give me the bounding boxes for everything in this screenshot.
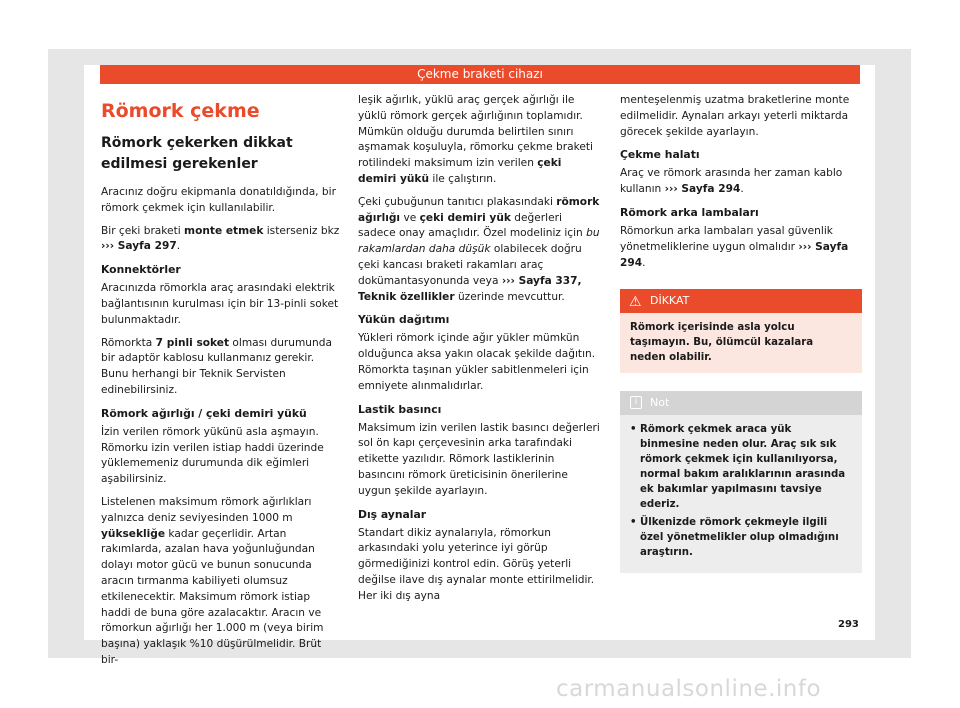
- paragraph: Römorkun arka lambaları yasal güvenlik yönetmeliklerine uygun olmalıdır ››› Sayfa 294.: [620, 224, 849, 269]
- watermark: carmanualsonline.info: [556, 676, 822, 702]
- subheading: Römork ağırlığı / çeki demiri yükü: [101, 406, 307, 420]
- page-link[interactable]: ››› Sayfa 294: [664, 183, 741, 196]
- page-link[interactable]: ››› Sayfa 337, Teknik özellikler: [358, 274, 582, 303]
- page-link[interactable]: ››› Sayfa 294: [620, 240, 849, 269]
- paragraph: Standart dikiz aynalarıyla, römorkun arkasındaki yolu yeterince iyi görüp görmediğinizi kontrol edin. Görüş yeterli değilse ilave dış aynalar monte ettirilmelidir. Her iki dış ayna: [358, 526, 595, 602]
- note-title: Not: [650, 396, 670, 410]
- subheading: Yükün dağıtımı: [358, 313, 450, 327]
- paragraph: Bir çeki braketi monte etmek isterseniz bkz ››› Sayfa 297.: [101, 224, 340, 253]
- paragraph: Yükleri römork içinde ağır yükler mümkün olduğunca aksa yakın olacak şekilde dağıtın. Römorkta taşınan yükler sabitlenmeleri için emniyete alınmalıdırlar.: [358, 332, 596, 392]
- note-box: [620, 391, 862, 573]
- note-header: [620, 391, 862, 415]
- warning-title: DİKKAT: [650, 294, 690, 308]
- subheading: Lastik basıncı: [358, 402, 442, 416]
- page-link[interactable]: ››› Sayfa 297: [101, 240, 177, 253]
- warning-box: [620, 289, 862, 373]
- page-title: Römork çekme: [101, 100, 260, 122]
- section-header: Çekme braketi cihazı: [100, 65, 860, 84]
- warning-text: Römork içerisinde asla yolcu taşımayın. Bu, ölümcül kazalara neden olabilir.: [630, 322, 814, 364]
- paragraph: Listelenen maksimum römork ağırlıkları yalnızca deniz seviyesinden 1000 m yüksekliğe kadar geçerlidir. Artan rakımlarda, azalan hava yoğunluğundan dolayı motor gücü ve bunun sonucunda aracın tırmanma kabiliyeti olumsuz etkilenecektir. Maksimum römork istiap haddi de buna göre azalacaktır. Aracın ve römorkun ağırlığı her 1.000 m (veya birim başına) yaklaşık %10 düşürülmelidir. Brüt bir-: [101, 495, 324, 666]
- paragraph: Çeki çubuğunun tanıtıcı plakasındaki römork ağırlığı ve çeki demiri yük değerleri sadece onay amaçlıdır. Özel modeliniz için bu rakamlardan daha düşük olabilecek doğru çeki kancası braketi rakamları araç dokümantasyonunda veya ››› Sayfa 337, Teknik özellikler üzerinde mevcuttur.: [358, 195, 600, 303]
- warning-header: [620, 289, 862, 313]
- paragraph: Aracınız doğru ekipmanla donatıldığında, bir römork çekmek için kullanılabilir.: [101, 186, 336, 214]
- column-3: [620, 93, 862, 573]
- subheading: Çekme halatı: [620, 148, 700, 162]
- column-1: [101, 93, 341, 676]
- section-subtitle: Römork çekerken dikkat edilmesi gerekenler: [101, 135, 293, 172]
- column-2: [358, 93, 602, 612]
- paragraph: Maksimum izin verilen lastik basıncı değerleri sol ön kapı çerçevesinin arka tarafındaki etikette yazılıdır. Römork lastiklerinin basıncını römork üreticisinin önerilerine uygun şekilde ayarlayın.: [358, 421, 600, 497]
- note-body: [620, 415, 862, 573]
- paragraph: leşik ağırlık, yüklü araç gerçek ağırlığı ile yüklü römork gerçek ağırlığının toplamıdır. Mümkün olduğu durumda belirtilen sınırı aşmamak koşuluyla, römorku çekme braketi rotilindeki maksimum izin verilen çeki demiri yükü ile çalıştırın.: [358, 94, 593, 185]
- page-number: 293: [838, 619, 859, 630]
- paragraph: İzin verilen römork yükünü asla aşmayın. Römorku izin verilen istiap haddi üzerinde yüklememeniz durumunda dik eğimleri aşabilirsiniz.: [101, 425, 324, 486]
- paragraph: Römorkta 7 pinli soket olması durumunda bir adaptör kablosu kullanmanız gerekir. Bunu herhangi bir Teknik Servisten edinebilirsiniz.: [101, 336, 332, 396]
- paragraph: Aracınızda römorkla araç arasındaki elektrik bağlantısının kurulması için bir 13-pinli soket bulunmaktadır.: [101, 282, 339, 326]
- info-icon: i: [630, 396, 642, 409]
- paragraph: Araç ve römork arasında her zaman kablo kullanın ››› Sayfa 294.: [620, 167, 843, 196]
- subheading: Römork arka lambaları: [620, 205, 759, 219]
- paragraph: menteşelenmiş uzatma braketlerine monte edilmelidir. Aynaları arkayı yeterli miktarda görecek şekilde ayarlayın.: [620, 94, 850, 138]
- list-item: • Römork çekmek araca yük binmesine neden olur. Araç sık sık römork çekmek için kullanılıyorsa, normal bakım aralıklarının arasında ek bakımlar yapılmasını tavsiye ederiz.: [630, 422, 852, 512]
- list-item: • Ülkenizde römork çekmeyle ilgili özel yönetmelikler olup olmadığını araştırın.: [630, 515, 852, 560]
- warning-triangle-icon: ⚠: [629, 294, 642, 311]
- subheading: Konnektörler: [101, 263, 181, 277]
- subheading: Dış aynalar: [358, 507, 427, 521]
